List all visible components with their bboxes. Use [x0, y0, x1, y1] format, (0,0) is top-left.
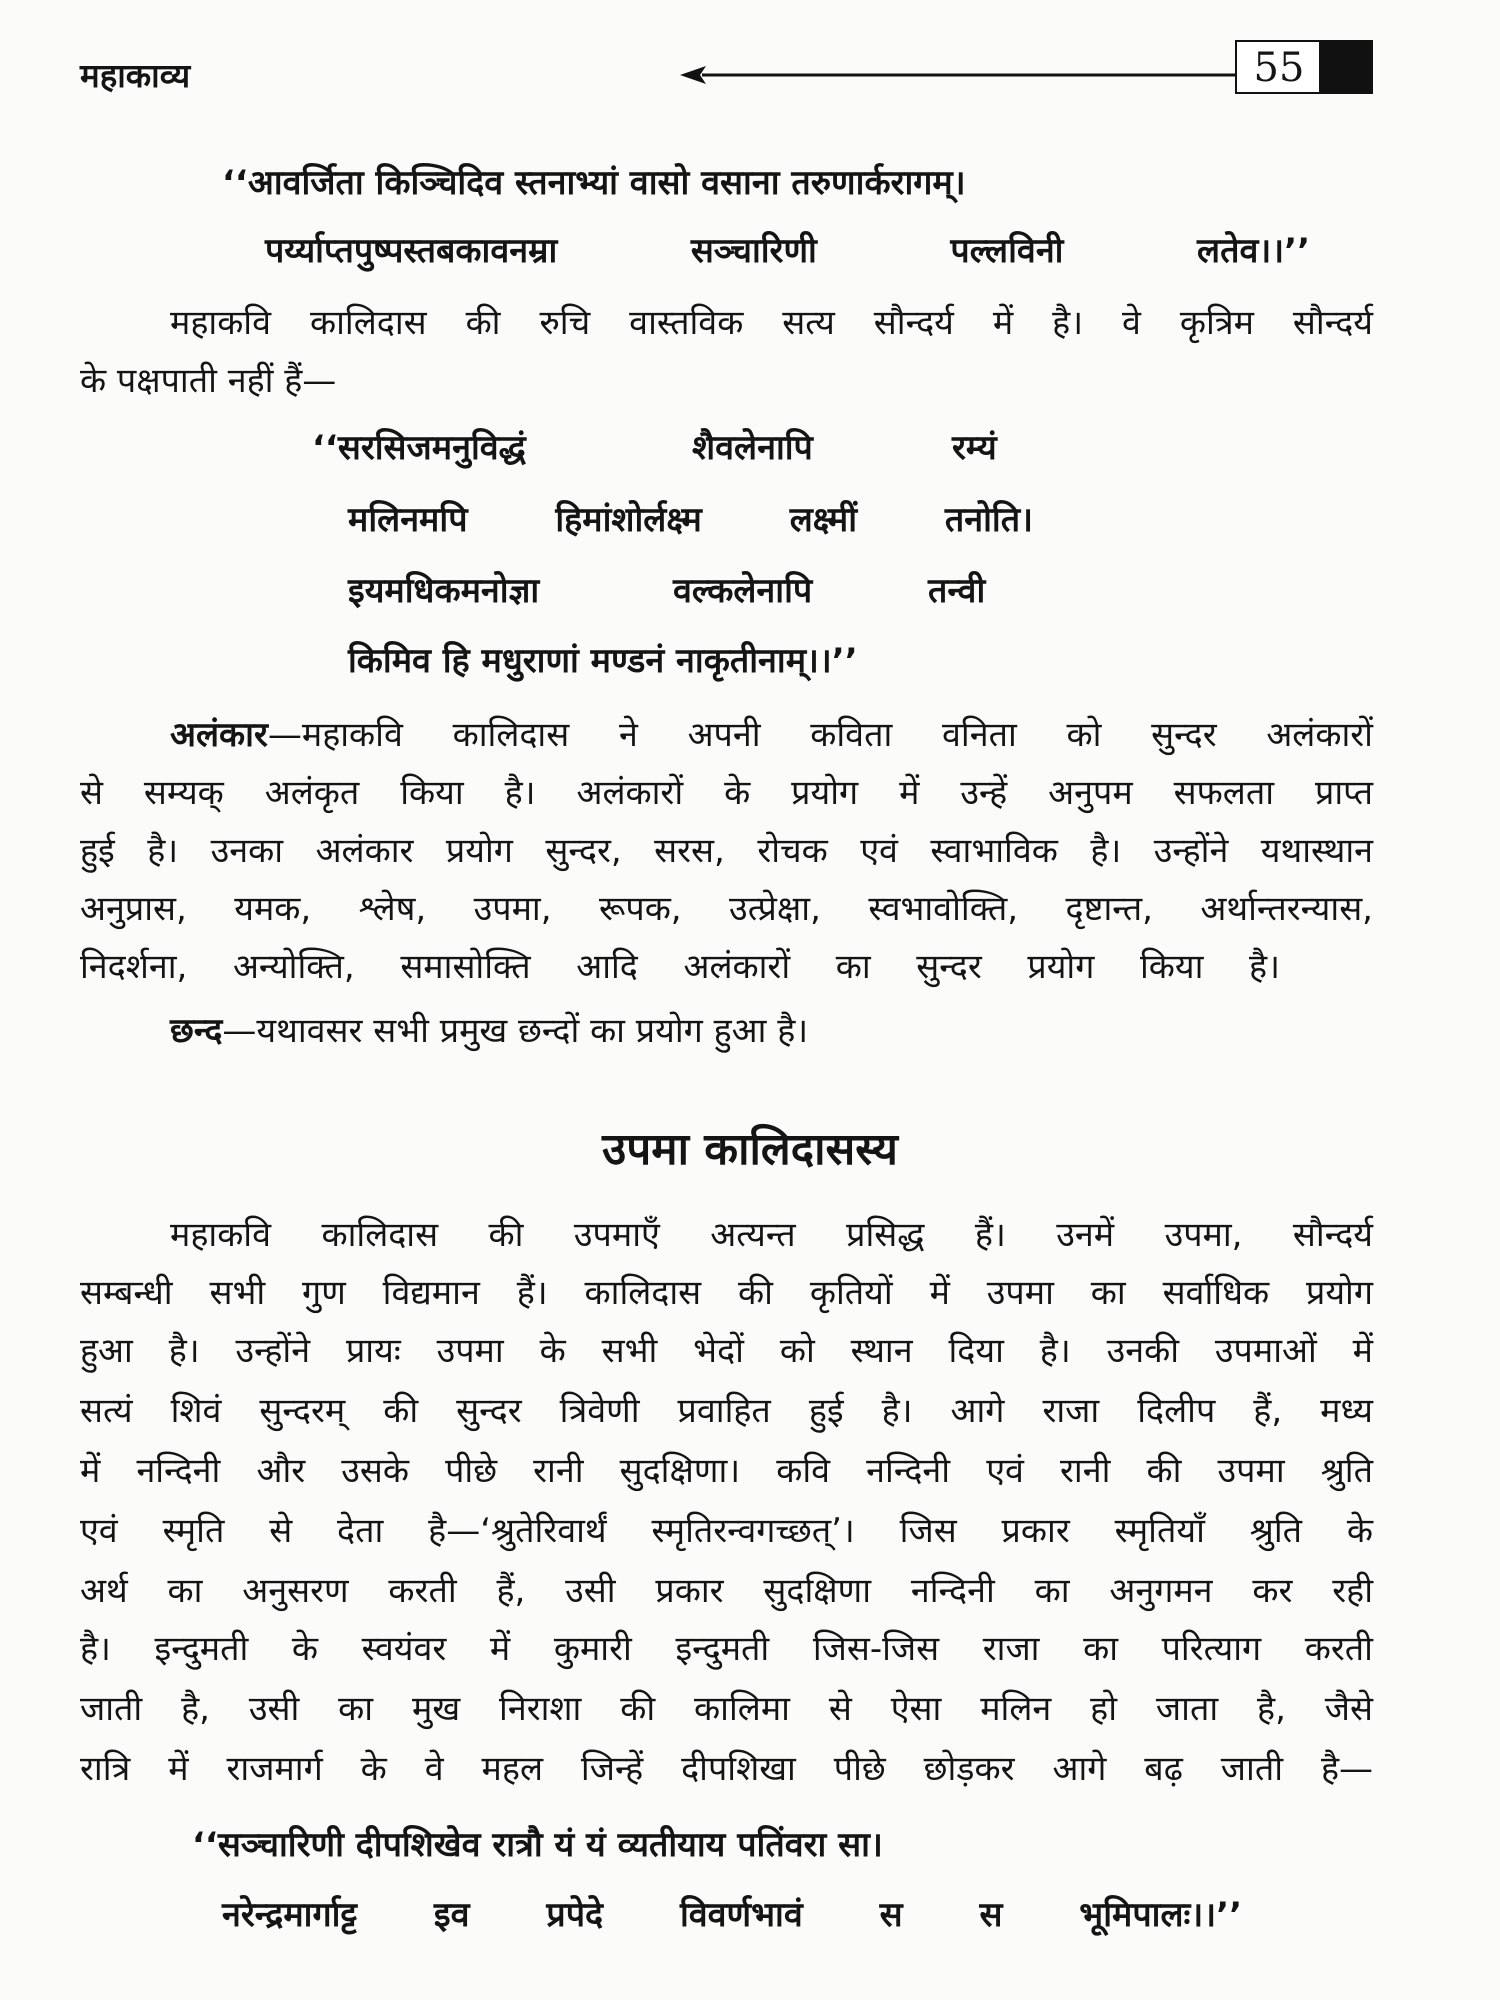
verse3-line2: नरेन्द्रमार्गाट्ट इव प्रपेदे विवर्णभावं स स भूमिपालः।।’’ — [222, 1895, 1242, 1935]
verse2-line2: मलिनमपि हिमांशोर्लक्ष्म लक्ष्मीं तनोति। — [348, 500, 1034, 540]
verse1-line1: ‘‘आवर्जिता किञ्चिदिव स्तनाभ्यां वासो वसाना तरुणार्करागम्। — [222, 163, 966, 203]
chhand-label: छन्द — [170, 1011, 223, 1051]
section-line-6: एवं स्मृति से देता है—‘श्रुतेरिवार्थं स्मृतिरन्वगच्छत्’। जिस प्रकार स्मृतियाँ श्रुति के — [80, 1511, 1373, 1551]
alankar-line3: हुई है। उनका अलंकार प्रयोग सुन्दर, सरस, रोचक एवं स्वाभाविक है। उन्होंने यथास्थान — [80, 831, 1373, 871]
alankar-line1: अलंकार—महाकवि कालिदास ने अपनी कविता वनिता को सुन्दर अलंकारों — [170, 715, 1373, 755]
book-page: महाकाव्य 55 ‘‘आवर्जिता किञ्चिदिव स्तनाभ्यां वासो वसाना तरुणार्करागम्। पर्य्याप्तपुष्पस्तबकावनम्रा सञ्चारिणी पल्लविनी लतेव।।’’ महाकवि कालिदास की रुचि वास्तविक सत्य सौन्दर्य में है। वे कृत्रिम सौन्दर्य के पक्षपाती नहीं हैं— ‘‘सरसिजमनुविद्धं शैवलेनापि रम्यं मलिनमपि हिमांशोर्लक्ष्म लक्ष्मीं तनोति। इयमधिकमनोज्ञा वल्कलेनापि तन्वी किमिव हि मधुराणां मण्डनं नाकृतीनाम्।।’’ अलंकार—महाकवि कालिदास ने अपनी कविता वनिता को सुन्दर अलंकारों से सम्यक् अलंकृत किया है। अलंकारों के प्रयोग में उन्हें अनुपम सफलता प्राप्त हुई है। उनका अलंकार प्रयोग सुन्दर, सरस, रोचक एवं स्वाभाविक है। उन्होंने यथास्थान अनुप्रास, यमक, श्लेष, उपमा, रूपक, उत्प्रेक्षा, स्वभावोक्ति, दृष्टान्त, अर्थान्तरन्यास, निदर्शना, अन्योक्ति, समासोक्ति आदि अलंकारों का सुन्दर प्रयोग किया है। छन्द—यथावसर सभी प्रमुख छन्दों का प्रयोग हुआ है। उपमा कालिदासस्य महाकवि कालिदास की उपमाएँ अत्यन्त प्रसिद्ध हैं। उनमें उपमा, सौन्दर्य सम्बन्धी सभी गुण विद्यमान हैं। कालिदास की कृतियों में उपमा का सर्वाधिक प्रयोग हुआ है। उन्होंने प्रायः उपमा के सभी भेदों को स्थान दिया है। उनकी उपमाओं में सत्यं शिवं सुन्दरम् की सुन्दर त्रिवेणी प्रवाहित हुई है। आगे राजा दिलीप हैं, मध्य में नन्दिनी और उसके पीछे रानी सुदक्षिणा। कवि नन्दिनी एवं रानी की उपमा श्रुति एवं स्मृति से देता है—‘श्रुतेरिवार्थं स्मृतिरन्वगच्छत्’। जिस प्रकार स्मृतियाँ श्रुति के अर्थ का अनुसरण करती हैं, उसी प्रकार सुदक्षिणा नन्दिनी का अनुगमन कर रही है। इन्दुमती के स्वयंवर में कुमारी इन्दुमती जिस-जिस राजा का परित्याग करती जाती है, उसी का मुख निराशा की कालिमा से ऐसा मलिन हो जाता है, जैसे रात्रि में राजमार्ग के वे महल जिन्हें दीपशिखा पीछे छोड़कर आगे बढ़ जाती है— ‘‘सञ्चारिणी दीपशिखेव रात्रौ यं यं व्यतीयाय पतिंवरा सा। नरेन्द्रमार्गाट्ट इव प्रपेदे विवर्णभावं स स भूमिपालः।।’’ — [0, 0, 1500, 2000]
chhand-line: छन्द—यथावसर सभी प्रमुख छन्दों का प्रयोग हुआ है। — [170, 1011, 809, 1051]
section-line-9: जाती है, उसी का मुख निराशा की कालिमा से ऐसा मलिन हो जाता है, जैसे — [80, 1689, 1373, 1729]
section-line-4: सत्यं शिवं सुन्दरम् की सुन्दर त्रिवेणी प्रवाहित हुई है। आगे राजा दिलीप हैं, मध्य — [80, 1391, 1373, 1431]
page-number: 55 — [1253, 45, 1305, 91]
section-heading: उपमा कालिदासस्य — [602, 1124, 898, 1175]
section-line-5: में नन्दिनी और उसके पीछे रानी सुदक्षिणा। कवि नन्दिनी एवं रानी की उपमा श्रुति — [80, 1451, 1373, 1491]
verse2-line4: किमिव हि मधुराणां मण्डनं नाकृतीनाम्।।’’ — [348, 641, 858, 681]
verse1-line2: पर्य्याप्तपुष्पस्तबकावनम्रा सञ्चारिणी पल्लविनी लतेव।।’’ — [265, 231, 1310, 271]
alankar-line4: अनुप्रास, यमक, श्लेष, उपमा, रूपक, उत्प्रेक्षा, स्वभावोक्ति, दृष्टान्त, अर्थान्तरन्यास, — [80, 889, 1373, 929]
para1-line2: के पक्षपाती नहीं हैं— — [80, 361, 337, 401]
section-line-7: अर्थ का अनुसरण करती हैं, उसी प्रकार सुदक्षिणा नन्दिनी का अनुगमन कर रही — [80, 1571, 1373, 1611]
section-line-1: महाकवि कालिदास की उपमाएँ अत्यन्त प्रसिद्ध हैं। उनमें उपमा, सौन्दर्य — [170, 1215, 1373, 1255]
running-head: महाकाव्य — [80, 56, 191, 95]
alankar-line2: से सम्यक् अलंकृत किया है। अलंकारों के प्रयोग में उन्हें अनुपम सफलता प्राप्त — [80, 773, 1373, 813]
verse3-line1: ‘‘सञ्चारिणी दीपशिखेव रात्रौ यं यं व्यतीयाय पतिंवरा सा। — [192, 1825, 883, 1865]
section-line-2: सम्बन्धी सभी गुण विद्यमान हैं। कालिदास की कृतियों में उपमा का सर्वाधिक प्रयोग — [80, 1273, 1373, 1313]
alankar-line5: निदर्शना, अन्योक्ति, समासोक्ति आदि अलंकारों का सुन्दर प्रयोग किया है। — [80, 947, 1280, 987]
section-line-10: रात्रि में राजमार्ग के वे महल जिन्हें दीपशिखा पीछे छोड़कर आगे बढ़ जाती है— — [80, 1749, 1373, 1789]
header-arrow-icon — [680, 60, 1235, 90]
page-number-tab — [1319, 42, 1371, 92]
section-line-8: है। इन्दुमती के स्वयंवर में कुमारी इन्दुमती जिस-जिस राजा का परित्याग करती — [80, 1629, 1373, 1669]
para1-line1: महाकवि कालिदास की रुचि वास्तविक सत्य सौन्दर्य में है। वे कृत्रिम सौन्दर्य — [170, 303, 1373, 343]
alankar-label: अलंकार — [170, 715, 268, 755]
section-line-3: हुआ है। उन्होंने प्रायः उपमा के सभी भेदों को स्थान दिया है। उनकी उपमाओं में — [80, 1331, 1373, 1371]
page-number-box — [1235, 40, 1373, 94]
